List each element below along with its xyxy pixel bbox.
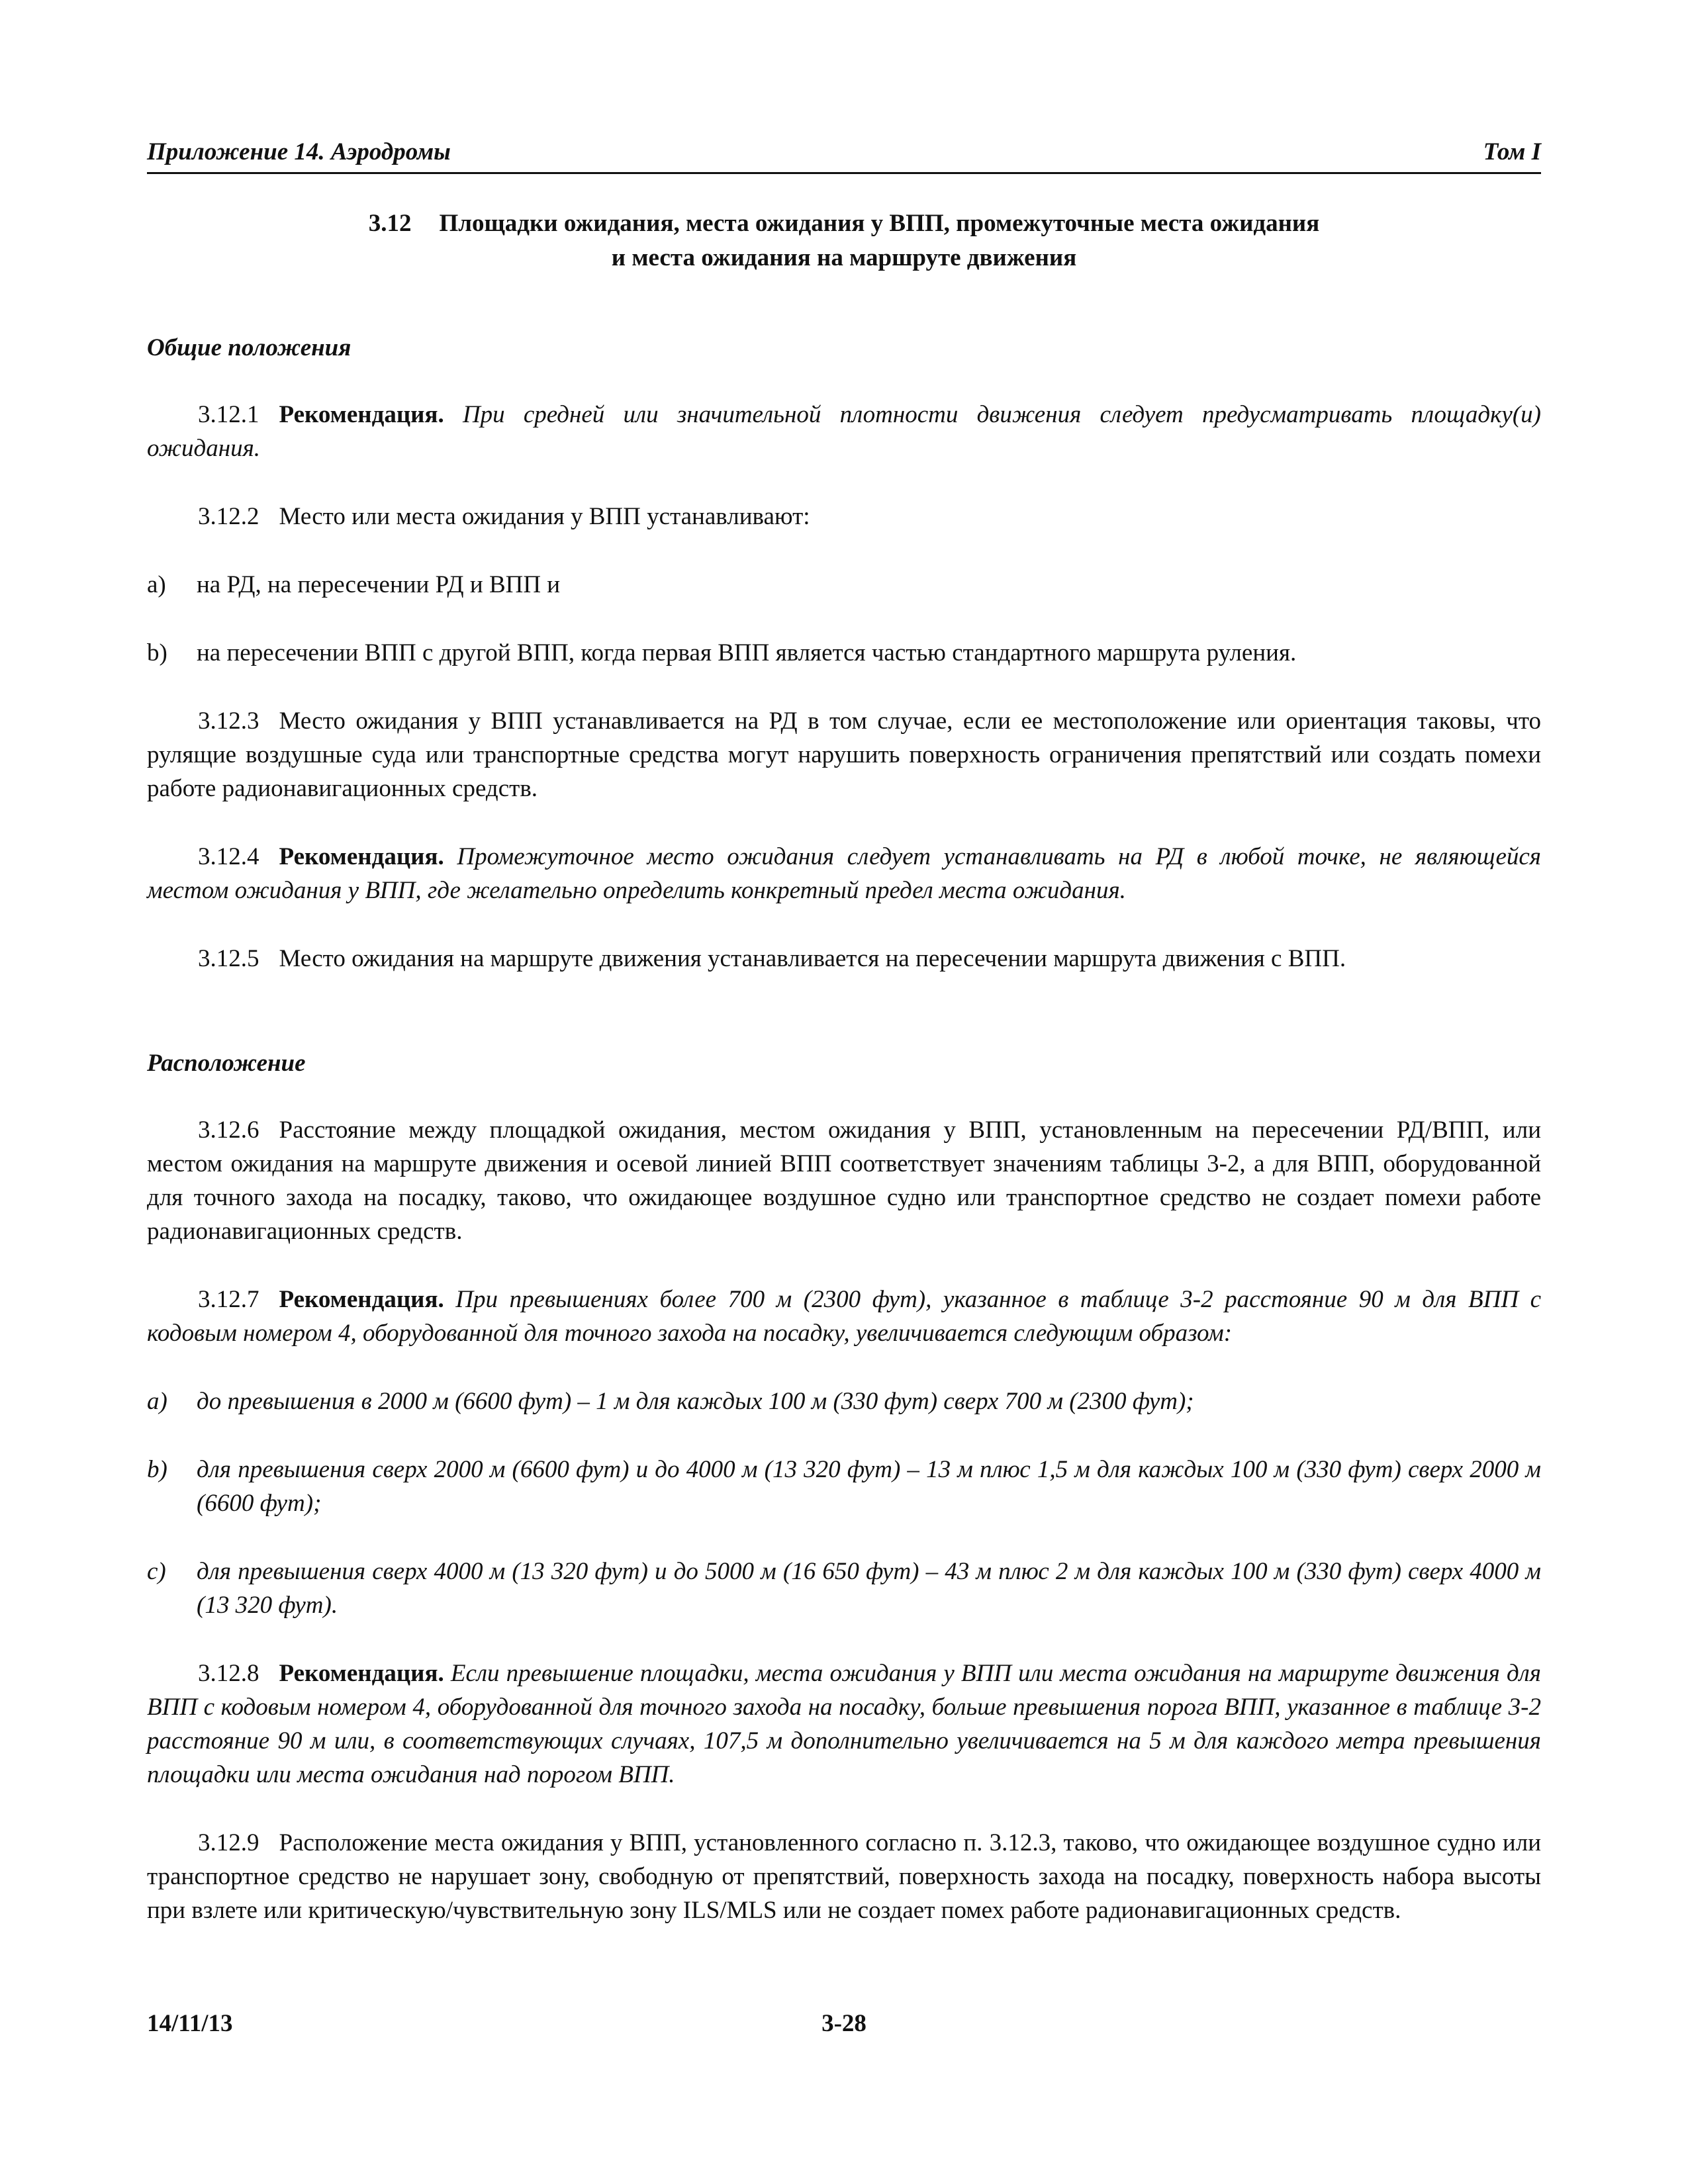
paragraph-number: 3.12.7 <box>198 1286 259 1313</box>
paragraph-text: Расстояние между площадкой ожидания, местом ожидания у ВПП, установленным на пересечении РД/ВПП, или местом ожидания на маршруте движения и осевой линией ВПП соответствует значениям таблицы 3-2, а для ВПП, оборудованной для точного захода на посадку, таково, что ожидающее воздушное судно или транспортное средство не создает помехи работе радионавигационных средств. <box>147 1116 1541 1245</box>
section-title-line1: Площадки ожидания, места ожидания у ВПП, промежуточные места ожидания <box>439 210 1320 237</box>
recommendation-label: Рекомендация. <box>279 1660 444 1687</box>
paragraph-3-12-5 <box>147 942 1541 976</box>
paragraph-3-12-7 <box>147 1283 1541 1350</box>
list-text: на пересечении ВПП с другой ВПП, когда первая ВПП является частью стандартного маршрута руления. <box>197 639 1297 666</box>
paragraph-text: Расположение места ожидания у ВПП, установленного согласно п. 3.12.3, таково, что ожидающее воздушное судно или транспортное средство не нарушает зону, свободную от препятствий, поверхность захода на посадку, поверхность набора высоты при взлете или критическую/чувствительную зону ILS/MLS или не создает помех работе радионавигационных средств. <box>147 1829 1541 1924</box>
header-volume: Том I <box>1483 138 1541 165</box>
paragraph-number: 3.12.6 <box>198 1116 259 1144</box>
paragraph-number: 3.12.1 <box>198 401 259 428</box>
list-marker: a) <box>147 1388 167 1415</box>
list-item-a <box>147 568 1541 602</box>
list-text: до превышения в 2000 м (6600 фут) – 1 м для каждых 100 м (330 фут) сверх 700 м (2300 фут); <box>197 1388 1194 1415</box>
paragraph-text: Место ожидания у ВПП устанавливается на РД в том случае, если ее местоположение или ориентация таковы, что рулящие воздушные суда или транспортные средства могут нарушить поверхность ограничения препятствий или создать помехи работе радионавигационных средств. <box>147 707 1541 802</box>
paragraph-3-12-6 <box>147 1113 1541 1248</box>
section-title <box>147 206 1541 275</box>
paragraph-3-12-4 <box>147 840 1541 907</box>
heading-location: Расположение <box>147 1050 306 1077</box>
paragraph-3-12-2 <box>147 500 1541 533</box>
section-title-line2: и места ожидания на маршруте движения <box>611 244 1077 271</box>
list-item-b <box>147 636 1541 670</box>
paragraph-text: При превышениях более 700 м (2300 фут), указанное в таблице 3-2 расстояние 90 м для ВПП с кодовым номером 4, оборудованной для точного захода на посадку, увеличивается следующим образом: <box>147 1286 1542 1347</box>
paragraph-text: Место ожидания на маршруте движения устанавливается на пересечении маршрута движения с ВПП. <box>279 945 1346 972</box>
paragraph-text: Если превышение площадки, места ожидания у ВПП или места ожидания на маршруте движения для ВПП с кодовым номером 4, оборудованной для точного захода на посадку, больше превышения порога ВПП, указанное в таблице 3-2 расстояние 90 м или, в соответствующих случаях, 107,5 м дополнительно увеличивается на 5 м для каждого метра превышения площадки или места ожидания над порогом ВПП. <box>147 1660 1542 1788</box>
list-text: на РД, на пересечении РД и ВПП и <box>197 571 561 598</box>
paragraph-text: Место или места ожидания у ВПП устанавливают: <box>279 503 810 530</box>
paragraph-number: 3.12.9 <box>198 1829 259 1856</box>
paragraph-number: 3.12.8 <box>198 1660 259 1687</box>
spacer <box>147 1010 1541 1046</box>
list-marker: b) <box>147 639 167 666</box>
list-marker: b) <box>147 1456 167 1483</box>
footer-date: 14/11/13 <box>147 2010 233 2037</box>
paragraph-text: Промежуточное место ожидания следует устанавливать на РД в любой точке, не являющейся местом ожидания у ВПП, где желательно определить конкретный предел места ожидания. <box>147 843 1542 904</box>
list-marker: c) <box>147 1558 166 1585</box>
page-header <box>147 132 1541 174</box>
paragraph-number: 3.12.3 <box>198 707 259 735</box>
document-body <box>147 331 1541 1962</box>
list-marker: a) <box>147 571 166 598</box>
page-number: 3-28 <box>821 2010 867 2037</box>
paragraph-text: При средней или значительной плотности движения следует предусматривать площадку(и) ожидания. <box>147 401 1541 462</box>
recommendation-label: Рекомендация. <box>279 401 444 428</box>
paragraph-3-12-9 <box>147 1826 1541 1927</box>
heading-general: Общие положения <box>147 334 352 361</box>
header-document-title: Приложение 14. Аэродромы <box>147 138 451 165</box>
paragraph-number: 3.12.5 <box>198 945 259 972</box>
list-item-a <box>147 1385 1541 1418</box>
section-number: 3.12 <box>368 210 412 237</box>
recommendation-label: Рекомендация. <box>279 843 444 870</box>
list-text: для превышения сверх 2000 м (6600 фут) и до 4000 м (13 320 фут) – 13 м плюс 1,5 м для каждых 100 м (330 фут) сверх 2000 м (6600 фут); <box>197 1456 1541 1517</box>
paragraph-3-12-8 <box>147 1657 1541 1792</box>
list-text: для превышения сверх 4000 м (13 320 фут) и до 5000 м (16 650 фут) – 43 м плюс 2 м для каждых 100 м (330 фут) сверх 4000 м (13 320 фут). <box>197 1558 1541 1619</box>
list-item-b <box>147 1453 1541 1520</box>
paragraph-3-12-3 <box>147 704 1541 805</box>
paragraph-number: 3.12.2 <box>198 503 259 530</box>
recommendation-label: Рекомендация. <box>279 1286 444 1313</box>
paragraph-3-12-1 <box>147 398 1541 465</box>
paragraph-number: 3.12.4 <box>198 843 259 870</box>
list-item-c <box>147 1555 1541 1622</box>
